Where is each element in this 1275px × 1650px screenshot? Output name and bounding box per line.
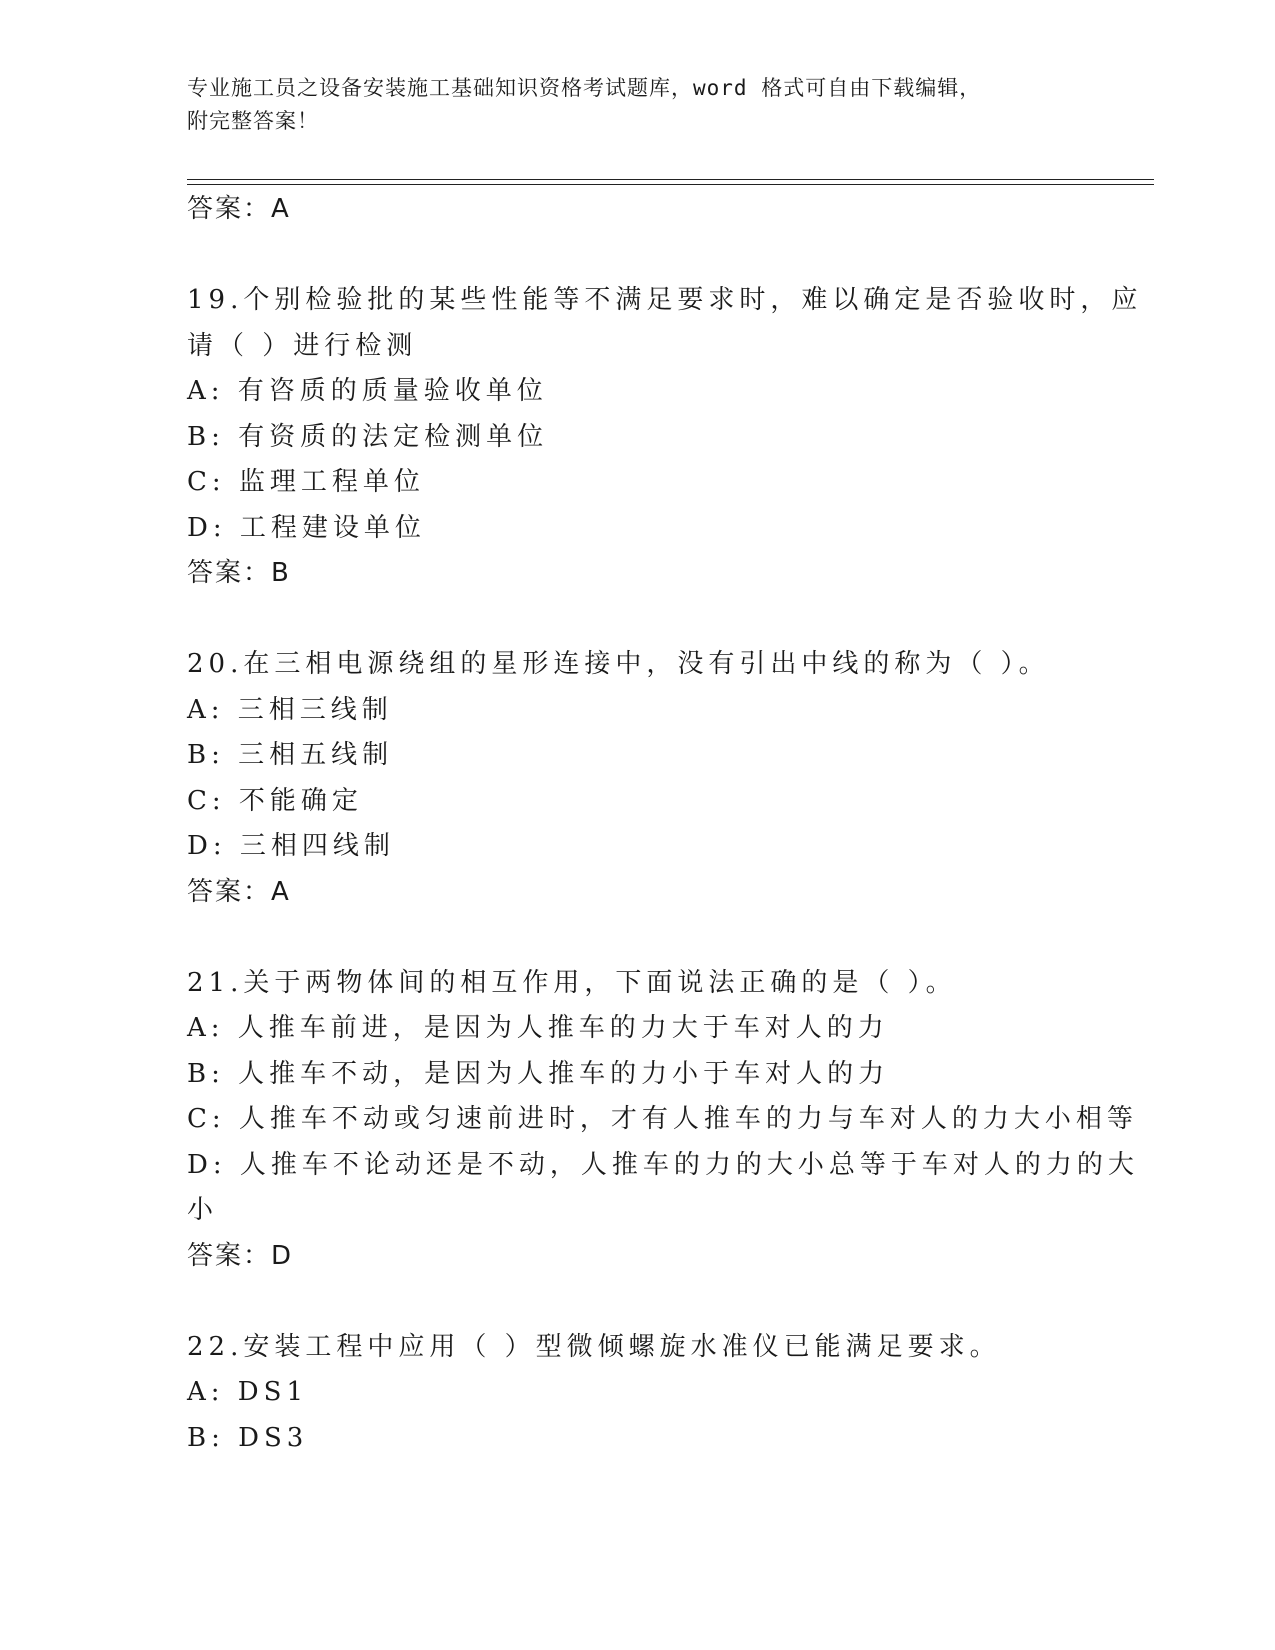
question-stem: 21.关于两物体间的相互作用，下面说法正确的是（ ）。 — [187, 967, 957, 998]
answer-label: 答案：A — [187, 876, 291, 907]
option-a: A: 人推车前进，是因为人推车的力大于车对人的力 — [187, 1013, 889, 1043]
header-divider-top — [187, 179, 1154, 180]
question-21 — [187, 961, 1139, 1280]
option-d: D: 三相四线制 — [187, 831, 395, 861]
question-stem: 请（ ）进行检测 — [187, 330, 418, 361]
question-20 — [187, 642, 1087, 915]
answer-label: 答案：B — [187, 558, 291, 588]
option-c: C: 不能确定 — [187, 785, 363, 816]
spacer — [187, 1279, 1087, 1325]
option-a: A: DS1 — [187, 1377, 308, 1407]
option-a: A: 有咨质的质量验收单位 — [187, 376, 548, 406]
option-c: C: 监理工程单位 — [187, 467, 425, 497]
answer-label: 答案：A — [187, 194, 291, 224]
answer-label: 答案：D — [187, 1240, 294, 1271]
question-19 — [187, 278, 1143, 597]
option-b: B: 人推车不动，是因为人推车的力小于车对人的力 — [187, 1058, 890, 1089]
option-b: B: 有资质的法定检测单位 — [187, 421, 549, 452]
option-d: D: 人推车不论动还是不动，人推车的力的大小总等于车对人的力的大 — [187, 1149, 1139, 1180]
question-list — [187, 187, 1143, 1461]
header-line-2: 附完整答案！ — [187, 109, 319, 133]
option-d: D: 工程建设单位 — [187, 512, 426, 543]
header-divider-bottom — [187, 184, 1154, 185]
question-stem: 22.安装工程中应用（ ）型微倾螺旋水准仪已能满足要求。 — [187, 1331, 1001, 1362]
header-line-1: 专业施工员之设备安装施工基础知识资格考试题库，word 格式可自由下载编辑， — [187, 76, 982, 100]
option-d-continued: 小 — [187, 1195, 219, 1225]
document-header — [187, 72, 1087, 138]
option-a: A: 三相三线制 — [187, 694, 393, 725]
option-b: B: 三相五线制 — [187, 740, 394, 770]
question-22 — [187, 1325, 1087, 1462]
option-b: B: DS3 — [187, 1422, 309, 1453]
spacer — [187, 915, 1087, 961]
spacer — [187, 597, 1087, 643]
question-stem: 20.在三相电源绕组的星形连接中，没有引出中线的称为（ ）。 — [187, 649, 1050, 679]
spacer — [187, 233, 1087, 279]
option-c: C: 人推车不动或匀速前进时，才有人推车的力与车对人的力大小相等 — [187, 1104, 1138, 1134]
question-stem: 19.个别检验批的某些性能等不满足要求时，难以确定是否验收时，应 — [187, 285, 1143, 315]
